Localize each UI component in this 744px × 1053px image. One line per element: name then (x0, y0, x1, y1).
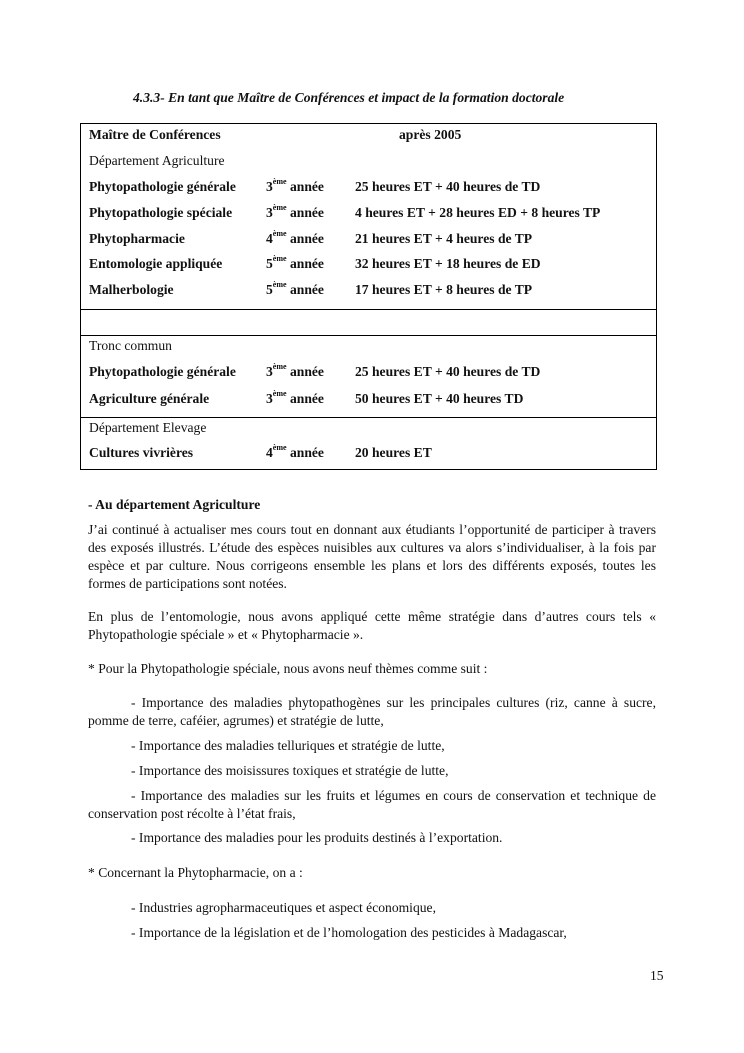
table-divider (81, 309, 656, 310)
course-year: 5ème année (266, 280, 324, 297)
course-year: 3ème année (266, 203, 324, 220)
course-name: Malherbologie (89, 282, 174, 297)
course-hours: 20 heures ET (355, 445, 432, 460)
course-hours: 25 heures ET + 40 heures de TD (355, 364, 541, 379)
course-hours: 25 heures ET + 40 heures de TD (355, 179, 541, 194)
page-number: 15 (650, 968, 664, 983)
course-name: Cultures vivrières (89, 445, 194, 460)
table-header-right: après 2005 (399, 127, 462, 142)
course-name: Entomologie appliquée (89, 256, 223, 271)
section-title-tronc-commun: Tronc commun (89, 338, 172, 353)
list-item: - Importance des maladies phytopathogènes sur les principales cultures (riz, canne à sucre, pomme de terre, caféier, agrumes) et stratégie de lutte, (88, 695, 656, 728)
list-item: - Importance de la législation et de l’homologation des pesticides à Madagascar, (131, 925, 567, 940)
course-name: Phytopharmacie (89, 231, 185, 246)
paragraph-3: * Pour la Phytopathologie spéciale, nous avons neuf thèmes comme suit : (88, 661, 488, 676)
teaching-table (80, 123, 657, 470)
course-name: Phytopathologie générale (89, 364, 236, 379)
paragraph-2: En plus de l’entomologie, nous avons appliqué cette même stratégie dans d’autres cours tels « Phytopathologie spéciale » et « Phytopharmacie ». (88, 609, 656, 642)
list-item: - Importance des maladies telluriques et stratégie de lutte, (131, 738, 445, 753)
subheading-agriculture: - Au département Agriculture (88, 497, 261, 512)
list-item: - Importance des moisissures toxiques et stratégie de lutte, (131, 763, 449, 778)
paragraph-1: J’ai continué à actualiser mes cours tout en donnant aux étudiants l’opportunité de participer à travers des exposés illustrés. L’étude des espèces nuisibles aux cultures va alors s’individualiser, à la fois par espèce et par culture. Nous corrigeons ensemble les plans et lors des différents exposés, toutes les formes de participations sont notées. (88, 522, 656, 591)
course-name: Phytopathologie spéciale (89, 205, 233, 220)
list-item: - Importance des maladies pour les produits destinés à l’exportation. (131, 830, 503, 845)
course-hours: 32 heures ET + 18 heures de ED (355, 256, 541, 271)
course-year: 4ème année (266, 229, 324, 246)
course-year: 3ème année (266, 362, 324, 379)
table-divider (81, 335, 656, 336)
course-year: 4ème année (266, 443, 324, 460)
list-item: - Importance des maladies sur les fruits et légumes en cours de conservation et technique de conservation post récolte à l’état frais, (88, 788, 656, 821)
course-year: 5ème année (266, 254, 324, 271)
course-name: Phytopathologie générale (89, 179, 236, 194)
table-header-left: Maître de Conférences (89, 127, 221, 142)
course-hours: 4 heures ET + 28 heures ED + 8 heures TP (355, 205, 601, 220)
list-item: - Industries agropharmaceutiques et aspect économique, (131, 900, 436, 915)
course-year: 3ème année (266, 177, 324, 194)
course-hours: 21 heures ET + 4 heures de TP (355, 231, 533, 246)
paragraph-4: * Concernant la Phytopharmacie, on a : (88, 865, 303, 880)
section-title-agriculture: Département Agriculture (89, 153, 225, 168)
course-hours: 50 heures ET + 40 heures TD (355, 391, 524, 406)
course-year: 3ème année (266, 389, 324, 406)
table-divider (81, 417, 656, 418)
course-name: Agriculture générale (89, 391, 210, 406)
section-heading: 4.3.3- En tant que Maître de Conférences et impact de la formation doctorale (133, 90, 565, 105)
course-hours: 17 heures ET + 8 heures de TP (355, 282, 533, 297)
section-title-elevage: Département Elevage (89, 420, 207, 435)
